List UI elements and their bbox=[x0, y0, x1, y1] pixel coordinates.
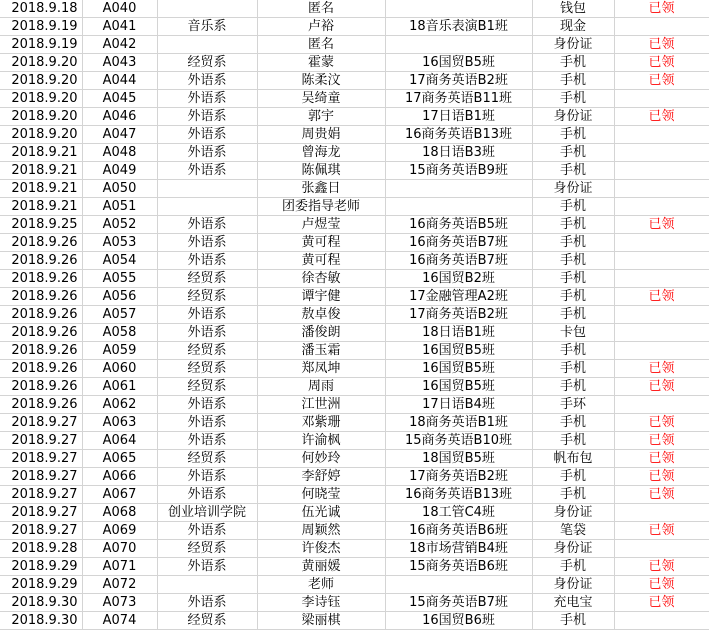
item-code-cell: A060 bbox=[82, 360, 157, 378]
department-cell: 经贸系 bbox=[157, 378, 257, 396]
owner-name-cell: 霍蒙 bbox=[257, 54, 385, 72]
claim-status-cell: 已领 bbox=[614, 54, 709, 72]
class-cell bbox=[385, 198, 532, 216]
date-cell: 2018.9.27 bbox=[0, 504, 82, 522]
claim-status-cell bbox=[614, 126, 709, 144]
item-cell: 手环 bbox=[532, 396, 614, 414]
table-row bbox=[0, 414, 709, 432]
item-cell: 手机 bbox=[532, 234, 614, 252]
owner-name-cell: 谭宇健 bbox=[257, 288, 385, 306]
owner-name-cell: 梁丽棋 bbox=[257, 612, 385, 630]
claim-status-cell bbox=[614, 198, 709, 216]
item-cell: 手机 bbox=[532, 216, 614, 234]
class-cell: 16商务英语B13班 bbox=[385, 486, 532, 504]
class-cell: 18日语B1班 bbox=[385, 324, 532, 342]
item-cell: 手机 bbox=[532, 288, 614, 306]
owner-name-cell: 伍光诚 bbox=[257, 504, 385, 522]
item-code-cell: A074 bbox=[82, 612, 157, 630]
item-cell: 手机 bbox=[532, 558, 614, 576]
table-row bbox=[0, 72, 709, 90]
table-row bbox=[0, 486, 709, 504]
class-cell: 16商务英语B13班 bbox=[385, 126, 532, 144]
item-code-cell: A053 bbox=[82, 234, 157, 252]
item-cell: 手机 bbox=[532, 378, 614, 396]
date-cell: 2018.9.20 bbox=[0, 108, 82, 126]
item-code-cell: A066 bbox=[82, 468, 157, 486]
item-code-cell: A042 bbox=[82, 36, 157, 54]
item-cell: 钱包 bbox=[532, 0, 614, 18]
class-cell bbox=[385, 180, 532, 198]
class-cell bbox=[385, 36, 532, 54]
item-cell: 手机 bbox=[532, 54, 614, 72]
owner-name-cell: 黄可程 bbox=[257, 252, 385, 270]
item-cell: 现金 bbox=[532, 18, 614, 36]
claim-status-cell: 已领 bbox=[614, 288, 709, 306]
date-cell: 2018.9.28 bbox=[0, 540, 82, 558]
date-cell: 2018.9.18 bbox=[0, 0, 82, 18]
date-cell: 2018.9.26 bbox=[0, 270, 82, 288]
owner-name-cell: 潘玉霜 bbox=[257, 342, 385, 360]
table-row bbox=[0, 324, 709, 342]
date-cell: 2018.9.21 bbox=[0, 162, 82, 180]
class-cell: 15商务英语B10班 bbox=[385, 432, 532, 450]
item-code-cell: A062 bbox=[82, 396, 157, 414]
item-code-cell: A058 bbox=[82, 324, 157, 342]
table-row bbox=[0, 216, 709, 234]
department-cell: 外语系 bbox=[157, 432, 257, 450]
date-cell: 2018.9.26 bbox=[0, 234, 82, 252]
claim-status-cell bbox=[614, 396, 709, 414]
item-cell: 身份证 bbox=[532, 504, 614, 522]
claim-status-cell bbox=[614, 306, 709, 324]
table-row bbox=[0, 540, 709, 558]
table-row bbox=[0, 504, 709, 522]
owner-name-cell: 陈柔汶 bbox=[257, 72, 385, 90]
table-row bbox=[0, 594, 709, 612]
date-cell: 2018.9.27 bbox=[0, 414, 82, 432]
department-cell: 经贸系 bbox=[157, 540, 257, 558]
item-code-cell: A051 bbox=[82, 198, 157, 216]
department-cell bbox=[157, 576, 257, 594]
claim-status-cell bbox=[614, 270, 709, 288]
date-cell: 2018.9.26 bbox=[0, 360, 82, 378]
claim-status-cell bbox=[614, 504, 709, 522]
department-cell bbox=[157, 0, 257, 18]
item-cell: 手机 bbox=[532, 252, 614, 270]
date-cell: 2018.9.20 bbox=[0, 90, 82, 108]
claim-status-cell bbox=[614, 90, 709, 108]
table-row bbox=[0, 378, 709, 396]
owner-name-cell: 吴绮童 bbox=[257, 90, 385, 108]
item-cell: 手机 bbox=[532, 72, 614, 90]
table-row bbox=[0, 198, 709, 216]
table-row bbox=[0, 144, 709, 162]
claim-status-cell bbox=[614, 180, 709, 198]
claim-status-cell bbox=[614, 342, 709, 360]
owner-name-cell: 匿名 bbox=[257, 0, 385, 18]
owner-name-cell: 卢裕 bbox=[257, 18, 385, 36]
department-cell: 外语系 bbox=[157, 486, 257, 504]
date-cell: 2018.9.19 bbox=[0, 18, 82, 36]
table-row bbox=[0, 252, 709, 270]
department-cell bbox=[157, 36, 257, 54]
table-row bbox=[0, 108, 709, 126]
item-cell: 身份证 bbox=[532, 540, 614, 558]
claim-status-cell: 已领 bbox=[614, 108, 709, 126]
date-cell: 2018.9.27 bbox=[0, 450, 82, 468]
date-cell: 2018.9.20 bbox=[0, 72, 82, 90]
item-code-cell: A046 bbox=[82, 108, 157, 126]
claim-status-cell: 已领 bbox=[614, 216, 709, 234]
table-row bbox=[0, 360, 709, 378]
class-cell: 16国贸B5班 bbox=[385, 360, 532, 378]
department-cell: 外语系 bbox=[157, 558, 257, 576]
owner-name-cell: 张鑫日 bbox=[257, 180, 385, 198]
class-cell: 16商务英语B5班 bbox=[385, 216, 532, 234]
department-cell: 经贸系 bbox=[157, 54, 257, 72]
item-cell: 身份证 bbox=[532, 576, 614, 594]
class-cell: 16国贸B5班 bbox=[385, 342, 532, 360]
department-cell bbox=[157, 198, 257, 216]
class-cell: 15商务英语B6班 bbox=[385, 558, 532, 576]
item-code-cell: A044 bbox=[82, 72, 157, 90]
owner-name-cell: 周雨 bbox=[257, 378, 385, 396]
date-cell: 2018.9.26 bbox=[0, 396, 82, 414]
item-cell: 身份证 bbox=[532, 36, 614, 54]
date-cell: 2018.9.30 bbox=[0, 612, 82, 630]
item-cell: 手机 bbox=[532, 432, 614, 450]
date-cell: 2018.9.26 bbox=[0, 324, 82, 342]
class-cell: 17日语B4班 bbox=[385, 396, 532, 414]
table-row bbox=[0, 576, 709, 594]
item-code-cell: A059 bbox=[82, 342, 157, 360]
owner-name-cell: 老师 bbox=[257, 576, 385, 594]
department-cell: 音乐系 bbox=[157, 18, 257, 36]
date-cell: 2018.9.21 bbox=[0, 144, 82, 162]
claim-status-cell: 已领 bbox=[614, 72, 709, 90]
table-row bbox=[0, 612, 709, 630]
item-code-cell: A065 bbox=[82, 450, 157, 468]
item-cell: 手机 bbox=[532, 360, 614, 378]
claim-status-cell: 已领 bbox=[614, 594, 709, 612]
table-row bbox=[0, 162, 709, 180]
claim-status-cell bbox=[614, 540, 709, 558]
date-cell: 2018.9.25 bbox=[0, 216, 82, 234]
class-cell: 16国贸B5班 bbox=[385, 54, 532, 72]
item-code-cell: A069 bbox=[82, 522, 157, 540]
table-row bbox=[0, 558, 709, 576]
table-row bbox=[0, 18, 709, 36]
item-code-cell: A040 bbox=[82, 0, 157, 18]
item-code-cell: A047 bbox=[82, 126, 157, 144]
class-cell: 17金融管理A2班 bbox=[385, 288, 532, 306]
item-code-cell: A056 bbox=[82, 288, 157, 306]
owner-name-cell: 团委指导老师 bbox=[257, 198, 385, 216]
claim-status-cell: 已领 bbox=[614, 0, 709, 18]
owner-name-cell: 潘俊朗 bbox=[257, 324, 385, 342]
table-row bbox=[0, 180, 709, 198]
claim-status-cell: 已领 bbox=[614, 522, 709, 540]
table-row bbox=[0, 450, 709, 468]
department-cell: 外语系 bbox=[157, 90, 257, 108]
class-cell: 16商务英语B7班 bbox=[385, 252, 532, 270]
claim-status-cell bbox=[614, 252, 709, 270]
department-cell: 外语系 bbox=[157, 108, 257, 126]
class-cell: 16国贸B5班 bbox=[385, 378, 532, 396]
class-cell: 16国贸B2班 bbox=[385, 270, 532, 288]
department-cell: 经贸系 bbox=[157, 288, 257, 306]
owner-name-cell: 许渝枫 bbox=[257, 432, 385, 450]
date-cell: 2018.9.30 bbox=[0, 594, 82, 612]
item-code-cell: A045 bbox=[82, 90, 157, 108]
date-cell: 2018.9.26 bbox=[0, 342, 82, 360]
department-cell: 外语系 bbox=[157, 162, 257, 180]
table-row bbox=[0, 468, 709, 486]
date-cell: 2018.9.26 bbox=[0, 306, 82, 324]
department-cell: 外语系 bbox=[157, 594, 257, 612]
claim-status-cell bbox=[614, 162, 709, 180]
item-cell: 身份证 bbox=[532, 180, 614, 198]
date-cell: 2018.9.21 bbox=[0, 198, 82, 216]
class-cell: 17商务英语B2班 bbox=[385, 306, 532, 324]
item-code-cell: A057 bbox=[82, 306, 157, 324]
date-cell: 2018.9.19 bbox=[0, 36, 82, 54]
claim-status-cell: 已领 bbox=[614, 486, 709, 504]
date-cell: 2018.9.27 bbox=[0, 522, 82, 540]
class-cell: 17商务英语B11班 bbox=[385, 90, 532, 108]
table-row bbox=[0, 54, 709, 72]
owner-name-cell: 匿名 bbox=[257, 36, 385, 54]
department-cell: 外语系 bbox=[157, 306, 257, 324]
table-row bbox=[0, 342, 709, 360]
class-cell: 15商务英语B9班 bbox=[385, 162, 532, 180]
table-row bbox=[0, 234, 709, 252]
item-code-cell: A048 bbox=[82, 144, 157, 162]
class-cell: 16商务英语B6班 bbox=[385, 522, 532, 540]
claim-status-cell: 已领 bbox=[614, 558, 709, 576]
owner-name-cell: 黄可程 bbox=[257, 234, 385, 252]
class-cell: 17商务英语B2班 bbox=[385, 468, 532, 486]
owner-name-cell: 曾海龙 bbox=[257, 144, 385, 162]
class-cell: 17日语B1班 bbox=[385, 108, 532, 126]
date-cell: 2018.9.27 bbox=[0, 486, 82, 504]
class-cell bbox=[385, 576, 532, 594]
owner-name-cell: 黄丽媛 bbox=[257, 558, 385, 576]
owner-name-cell: 李诗钰 bbox=[257, 594, 385, 612]
item-code-cell: A055 bbox=[82, 270, 157, 288]
item-code-cell: A071 bbox=[82, 558, 157, 576]
class-cell: 18国贸B5班 bbox=[385, 450, 532, 468]
item-cell: 手机 bbox=[532, 342, 614, 360]
class-cell bbox=[385, 0, 532, 18]
date-cell: 2018.9.21 bbox=[0, 180, 82, 198]
item-cell: 手机 bbox=[532, 270, 614, 288]
item-cell: 身份证 bbox=[532, 108, 614, 126]
table-row bbox=[0, 432, 709, 450]
date-cell: 2018.9.20 bbox=[0, 54, 82, 72]
claim-status-cell: 已领 bbox=[614, 360, 709, 378]
item-code-cell: A049 bbox=[82, 162, 157, 180]
claim-status-cell bbox=[614, 18, 709, 36]
item-cell: 手机 bbox=[532, 468, 614, 486]
department-cell: 外语系 bbox=[157, 414, 257, 432]
claim-status-cell: 已领 bbox=[614, 576, 709, 594]
item-code-cell: A052 bbox=[82, 216, 157, 234]
item-cell: 帆布包 bbox=[532, 450, 614, 468]
date-cell: 2018.9.27 bbox=[0, 468, 82, 486]
item-cell: 手机 bbox=[532, 144, 614, 162]
department-cell: 经贸系 bbox=[157, 612, 257, 630]
table-row bbox=[0, 90, 709, 108]
item-cell: 手机 bbox=[532, 414, 614, 432]
date-cell: 2018.9.29 bbox=[0, 558, 82, 576]
table-row bbox=[0, 288, 709, 306]
item-code-cell: A050 bbox=[82, 180, 157, 198]
item-code-cell: A073 bbox=[82, 594, 157, 612]
claim-status-cell bbox=[614, 324, 709, 342]
department-cell: 经贸系 bbox=[157, 450, 257, 468]
owner-name-cell: 江世洲 bbox=[257, 396, 385, 414]
owner-name-cell: 许俊杰 bbox=[257, 540, 385, 558]
item-code-cell: A064 bbox=[82, 432, 157, 450]
class-cell: 18音乐表演B1班 bbox=[385, 18, 532, 36]
class-cell: 16商务英语B7班 bbox=[385, 234, 532, 252]
department-cell: 外语系 bbox=[157, 126, 257, 144]
item-cell: 手机 bbox=[532, 198, 614, 216]
item-code-cell: A072 bbox=[82, 576, 157, 594]
item-cell: 笔袋 bbox=[532, 522, 614, 540]
item-cell: 手机 bbox=[532, 612, 614, 630]
item-code-cell: A043 bbox=[82, 54, 157, 72]
table-row bbox=[0, 306, 709, 324]
owner-name-cell: 李舒婷 bbox=[257, 468, 385, 486]
table-row bbox=[0, 36, 709, 54]
item-cell: 手机 bbox=[532, 162, 614, 180]
department-cell: 外语系 bbox=[157, 324, 257, 342]
date-cell: 2018.9.20 bbox=[0, 126, 82, 144]
item-code-cell: A041 bbox=[82, 18, 157, 36]
date-cell: 2018.9.27 bbox=[0, 432, 82, 450]
class-cell: 17商务英语B2班 bbox=[385, 72, 532, 90]
claim-status-cell bbox=[614, 612, 709, 630]
item-code-cell: A063 bbox=[82, 414, 157, 432]
claim-status-cell: 已领 bbox=[614, 432, 709, 450]
owner-name-cell: 何妙玲 bbox=[257, 450, 385, 468]
department-cell bbox=[157, 180, 257, 198]
item-code-cell: A068 bbox=[82, 504, 157, 522]
table-row bbox=[0, 0, 709, 18]
claim-status-cell: 已领 bbox=[614, 36, 709, 54]
owner-name-cell: 周贵娟 bbox=[257, 126, 385, 144]
claim-status-cell: 已领 bbox=[614, 450, 709, 468]
item-cell: 手机 bbox=[532, 306, 614, 324]
department-cell: 外语系 bbox=[157, 144, 257, 162]
class-cell: 18商务英语B1班 bbox=[385, 414, 532, 432]
department-cell: 外语系 bbox=[157, 522, 257, 540]
item-code-cell: A061 bbox=[82, 378, 157, 396]
claim-status-cell: 已领 bbox=[614, 414, 709, 432]
owner-name-cell: 徐杏敏 bbox=[257, 270, 385, 288]
owner-name-cell: 周颖然 bbox=[257, 522, 385, 540]
department-cell: 外语系 bbox=[157, 468, 257, 486]
item-code-cell: A067 bbox=[82, 486, 157, 504]
item-cell: 手机 bbox=[532, 90, 614, 108]
claim-status-cell bbox=[614, 144, 709, 162]
class-cell: 18工管C4班 bbox=[385, 504, 532, 522]
department-cell: 外语系 bbox=[157, 72, 257, 90]
owner-name-cell: 卢煜莹 bbox=[257, 216, 385, 234]
item-code-cell: A054 bbox=[82, 252, 157, 270]
department-cell: 经贸系 bbox=[157, 342, 257, 360]
item-cell: 手机 bbox=[532, 126, 614, 144]
class-cell: 18日语B3班 bbox=[385, 144, 532, 162]
department-cell: 经贸系 bbox=[157, 270, 257, 288]
department-cell: 经贸系 bbox=[157, 360, 257, 378]
owner-name-cell: 敖卓俊 bbox=[257, 306, 385, 324]
item-cell: 手机 bbox=[532, 486, 614, 504]
table-row bbox=[0, 126, 709, 144]
department-cell: 外语系 bbox=[157, 396, 257, 414]
date-cell: 2018.9.26 bbox=[0, 288, 82, 306]
owner-name-cell: 邓紫珊 bbox=[257, 414, 385, 432]
class-cell: 18市场营销B4班 bbox=[385, 540, 532, 558]
table-row bbox=[0, 396, 709, 414]
claim-status-cell: 已领 bbox=[614, 468, 709, 486]
claim-status-cell bbox=[614, 234, 709, 252]
department-cell: 外语系 bbox=[157, 216, 257, 234]
claim-status-cell: 已领 bbox=[614, 378, 709, 396]
item-cell: 卡包 bbox=[532, 324, 614, 342]
department-cell: 创业培训学院 bbox=[157, 504, 257, 522]
item-cell: 充电宝 bbox=[532, 594, 614, 612]
date-cell: 2018.9.26 bbox=[0, 378, 82, 396]
owner-name-cell: 郑凤坤 bbox=[257, 360, 385, 378]
date-cell: 2018.9.26 bbox=[0, 252, 82, 270]
class-cell: 15商务英语B7班 bbox=[385, 594, 532, 612]
owner-name-cell: 何晓莹 bbox=[257, 486, 385, 504]
date-cell: 2018.9.29 bbox=[0, 576, 82, 594]
owner-name-cell: 郭宇 bbox=[257, 108, 385, 126]
table-row bbox=[0, 522, 709, 540]
item-code-cell: A070 bbox=[82, 540, 157, 558]
owner-name-cell: 陈佩琪 bbox=[257, 162, 385, 180]
department-cell: 外语系 bbox=[157, 252, 257, 270]
table-row bbox=[0, 270, 709, 288]
class-cell: 16国贸B6班 bbox=[385, 612, 532, 630]
department-cell: 外语系 bbox=[157, 234, 257, 252]
